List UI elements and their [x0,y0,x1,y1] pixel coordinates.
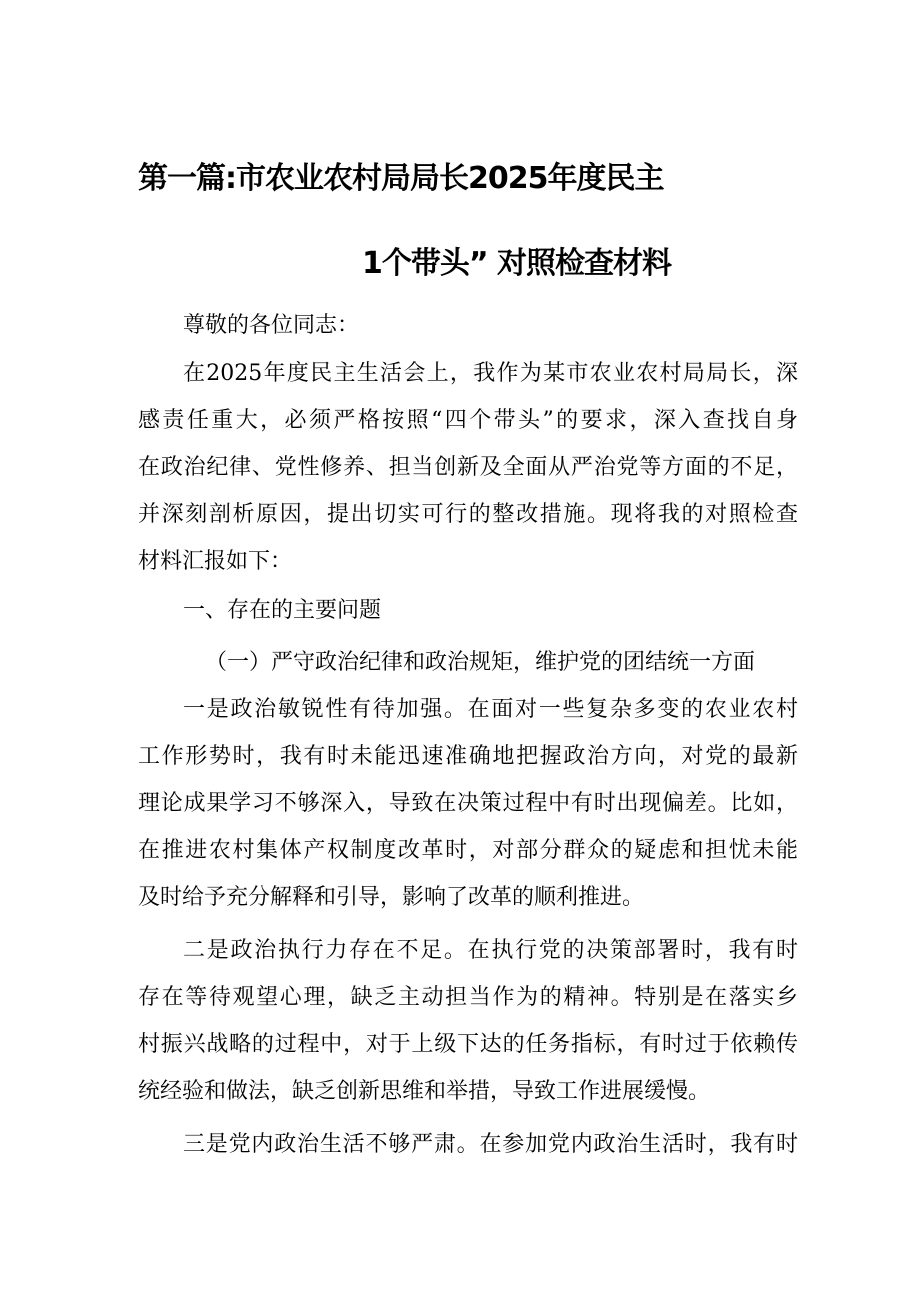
para1-line-2: 工作形势时，我有时未能迅速准确地把握政治方向，对党的最新 [138,744,798,769]
intro-line-3: 在政治纪律、党性修养、担当创新及全面从严治党等方面的不足， [138,455,798,480]
salutation: 尊敬的各位同志： [183,313,360,338]
intro-line-2: 感责任重大，必须严格按照“四个带头”的要求，深入查找自身 [138,408,798,433]
para2-line-2: 存在等待观望心理，缺乏主动担当作为的精神。特别是在落实乡 [138,985,798,1010]
para2-line-1: 二是政治执行力存在不足。在执行党的决策部署时，我有时 [183,938,798,963]
document-title-line-1: 第一篇:市农业农村局局长2025年度民主 [138,161,664,196]
para2-line-3: 村振兴战略的过程中，对于上级下达的任务指标，有时过于依赖传 [138,1032,798,1057]
para2-line-4: 统经验和做法，缺乏创新思维和举措，导致工作进展缓慢。 [138,1079,711,1104]
para1-line-4: 在推进农村集体产权制度改革时，对部分群众的疑虑和担忧未能 [138,838,798,863]
section-heading: 一、存在的主要问题 [183,598,382,623]
para1-line-1: 一是政治敏锐性有待加强。在面对一些复杂多变的农业农村 [183,697,798,722]
para1-line-3: 理论成果学习不够深入，导致在决策过程中有时出现偏差。比如， [138,791,798,816]
intro-line-4: 并深刻剖析原因，提出切实可行的整改措施。现将我的对照检查 [138,502,798,527]
document-title-line-2: 1个带头” 对照检查材料 [362,246,672,281]
subsection-heading: （一）严守政治纪律和政治规矩，维护党的团结统一方面 [205,650,756,675]
intro-line-1: 在2025年度民主生活会上，我作为某市农业农村局局长，深 [183,361,798,386]
para1-line-5: 及时给予充分解释和引导，影响了改革的顺利推进。 [138,885,645,910]
intro-line-5: 材料汇报如下： [138,549,293,574]
para3-line-1: 三是党内政治生活不够严肃。在参加党内政治生活时，我有时 [183,1132,798,1157]
